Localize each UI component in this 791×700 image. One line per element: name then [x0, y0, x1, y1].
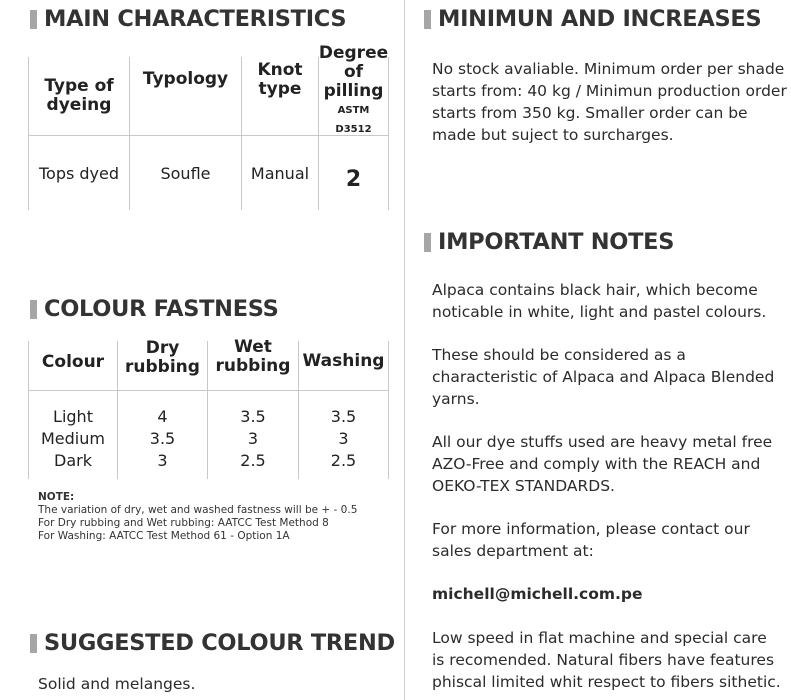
note-label: NOTE: [38, 491, 75, 503]
colour-fastness-heading [30, 296, 279, 322]
suggested-trend-text: Solid and melanges. [38, 675, 196, 693]
table-border-right [388, 341, 389, 479]
colour-fastness-title: COLOUR FASTNESS [44, 296, 279, 322]
row-colour: Medium [41, 428, 105, 448]
row-washing: 3.5 [330, 406, 357, 426]
text-line: characteristic of Alpaca and Alpaca Blended [432, 368, 775, 386]
column-divider [404, 0, 405, 700]
table-header-separator [28, 390, 388, 391]
text-line: OEKO-TEX STANDARDS. [432, 477, 615, 495]
text-line: Alpaca contains black hair, which become [432, 281, 758, 299]
header-colour [29, 342, 117, 382]
notes-paragraph-4 [432, 518, 750, 562]
heading-marker [424, 10, 431, 29]
minimum-title: MINIMUN AND INCREASES [438, 6, 762, 32]
text-line: Low speed in flat machine and special care [432, 629, 767, 647]
row-wet-rubbing: 2.5 [240, 450, 266, 470]
row-colour: Dark [54, 450, 92, 470]
text-line: phiscal limited whit respect to fibers sithetic. [432, 673, 781, 691]
header-line: Dry [145, 338, 180, 358]
main-characteristics-title: MAIN CHARACTERISTICS [44, 6, 347, 32]
text-line: No stock avaliable. Minimum order per shade [432, 60, 785, 78]
row-dry-rubbing: 4 [157, 406, 168, 426]
note-line: For Washing: AATCC Test Method 61 - Option 1A [38, 530, 290, 542]
heading-marker [30, 634, 37, 653]
note-line: For Dry rubbing and Wet rubbing: AATCC Test Method 8 [38, 517, 329, 529]
row-washing: 2.5 [330, 450, 357, 470]
row-colour: Light [53, 406, 93, 426]
fastness-note [38, 491, 357, 543]
header-typology [130, 57, 241, 102]
notes-paragraph-3 [432, 431, 772, 497]
text-line: For more information, please contact our [432, 520, 750, 538]
heading-marker [424, 233, 431, 252]
text-line: made but suject to surcharges. [432, 126, 674, 144]
minimum-text [432, 58, 787, 146]
notes-paragraph-2 [432, 344, 774, 410]
header-degree-of-pilling [318, 42, 389, 135]
text-line: yarns. [432, 390, 480, 408]
value-knot: Manual [250, 163, 310, 183]
header-line: Washing [302, 350, 385, 371]
row-dry-rubbing: 3 [157, 450, 168, 470]
header-type-of-dyeing [29, 57, 129, 135]
important-notes-title: IMPORTANT NOTES [438, 229, 675, 255]
row-wet-rubbing: 3.5 [240, 406, 266, 426]
row-wet-rubbing: 3 [247, 428, 259, 448]
header-dry-rubbing [118, 338, 207, 378]
text-line: noticable in white, light and pastel colours. [432, 303, 767, 321]
text-line: is recomended. Natural fibers have features [432, 651, 775, 669]
table-border-right [388, 57, 389, 210]
notes-paragraph-1 [432, 279, 766, 323]
header-line: Typology [142, 69, 229, 89]
row-dry-rubbing: 3.5 [149, 428, 176, 448]
minimum-heading [424, 6, 761, 32]
important-notes-heading [424, 229, 674, 255]
header-line: Wet [234, 337, 272, 357]
header-line: Degree [318, 42, 389, 63]
text-line: starts from 350 kg. Smaller order can be [432, 104, 748, 122]
header-line: type [258, 78, 302, 99]
text-line: All our dye stuffs used are heavy metal free [432, 433, 773, 451]
main-characteristics-heading [30, 6, 346, 32]
value-pilling: 2 [345, 166, 362, 192]
row-washing: 3 [338, 428, 349, 448]
heading-marker [30, 10, 37, 29]
text-line: starts from: 40 kg / Minimun production order [432, 82, 787, 100]
pilling-standard: ASTM D3512 [335, 104, 372, 135]
header-wet-rubbing [208, 337, 298, 377]
header-line: Colour [41, 351, 105, 372]
contact-email-link[interactable]: michell@michell.com.pe [432, 585, 643, 603]
note-line: The variation of dry, wet and washed fastness will be + - 0.5 [38, 504, 358, 516]
header-line: of pilling [323, 61, 384, 101]
header-line: dyeing [46, 95, 112, 115]
value-typology: Soufle [160, 163, 211, 183]
notes-paragraph-5 [432, 627, 781, 693]
header-washing [299, 341, 388, 381]
header-line: Type of [44, 76, 114, 96]
suggested-trend-heading [30, 630, 395, 656]
text-line: sales department at: [432, 542, 594, 560]
header-line: rubbing [215, 356, 291, 376]
text-line: AZO-Free and comply with the REACH and [432, 455, 761, 473]
suggested-trend-title: SUGGESTED COLOUR TREND [44, 630, 395, 656]
heading-marker [30, 300, 37, 319]
value-dyeing: Tops dyed [38, 163, 120, 183]
header-knot-type [242, 57, 318, 102]
header-line: rubbing [125, 357, 200, 377]
header-line: Knot [257, 59, 303, 80]
text-line: These should be considered as a [432, 346, 686, 364]
